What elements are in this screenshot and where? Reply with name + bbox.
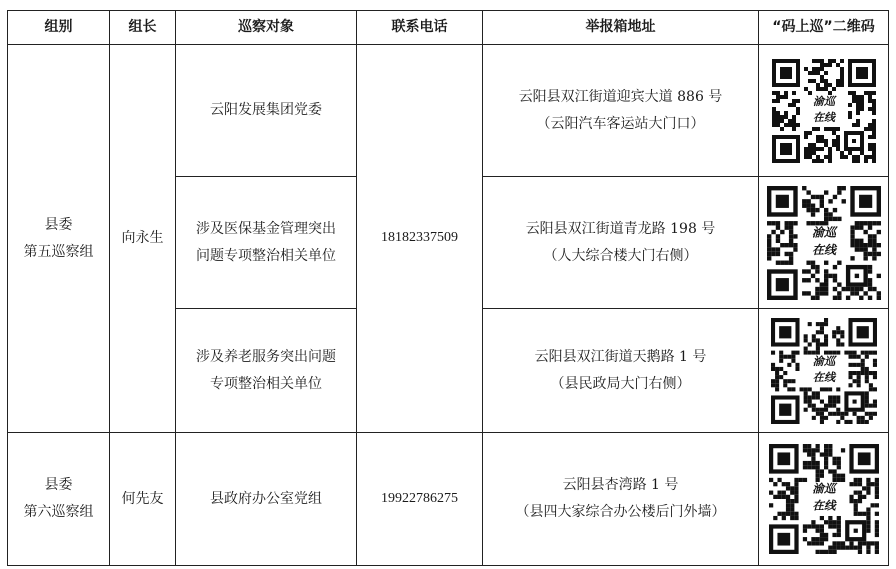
qr-code-icon[interactable] — [767, 186, 881, 300]
target-line2: 问题专项整治相关单位 — [196, 247, 336, 264]
qr-label-line2: 在线 — [811, 242, 836, 257]
header-qr: “码上巡”二维码 — [759, 11, 889, 45]
header-target: 巡察对象 — [176, 11, 357, 45]
qr-code-icon[interactable] — [772, 59, 876, 163]
table-row — [8, 433, 889, 566]
target-cell — [176, 45, 357, 177]
qr-cell — [759, 309, 889, 433]
group-cell — [8, 433, 110, 566]
address-line2: （县民政局大门右侧） — [550, 375, 691, 392]
qr-code-icon[interactable] — [771, 318, 877, 424]
qr-label-line1: 渝巡 — [812, 94, 835, 108]
qr-cell — [759, 177, 889, 309]
qr-label-line2: 在线 — [812, 370, 835, 384]
address-cell — [483, 309, 759, 433]
qr-label-line1: 渝巡 — [811, 224, 836, 239]
phone-cell: 18182337509 — [357, 45, 483, 433]
target-line1: 县政府办公室党组 — [210, 490, 322, 507]
address-line2: （县四大家综合办公楼后门外墙） — [515, 504, 726, 520]
address-line2: （云阳汽车客运站大门口） — [536, 115, 705, 132]
leader-cell: 何先友 — [110, 433, 176, 566]
address-line2: （人大综合楼大门右侧） — [543, 247, 698, 264]
header-leader: 组长 — [110, 11, 176, 45]
header-address: 举报箱地址 — [483, 11, 759, 45]
phone-cell: 19922786275 — [357, 433, 483, 566]
qr-label-line1: 渝巡 — [812, 354, 835, 368]
qr-label-line2: 在线 — [812, 110, 835, 124]
address-line1: 云阳县杏湾路 1 号 — [562, 477, 679, 494]
target-line1: 云阳发展集团党委 — [210, 102, 322, 119]
target-cell — [176, 433, 357, 566]
target-line1: 涉及医保基金管理突出 — [196, 220, 336, 237]
qr-cell — [759, 45, 889, 177]
header-row — [8, 11, 889, 45]
qr-cell — [759, 433, 889, 566]
group-name-line1: 县委 — [44, 477, 73, 494]
address-cell — [483, 45, 759, 177]
qr-label-line2: 在线 — [811, 498, 836, 513]
group-cell — [8, 45, 110, 433]
leader-cell: 向永生 — [110, 45, 176, 433]
qr-code-icon[interactable] — [769, 444, 879, 554]
target-line2: 专项整治相关单位 — [210, 375, 322, 392]
qr-label-line1: 渝巡 — [811, 481, 836, 496]
group-name-line2: 第五巡察组 — [23, 243, 94, 260]
address-line1: 云阳县双江街道青龙路 198 号 — [525, 220, 716, 237]
inspection-table — [7, 10, 889, 566]
address-line1: 云阳县双江街道迎宾大道 886 号 — [518, 88, 723, 105]
group-name-line2: 第六巡察组 — [23, 504, 94, 520]
target-cell — [176, 309, 357, 433]
group-name-line1: 县委 — [44, 216, 73, 233]
header-group: 组别 — [8, 11, 110, 45]
address-cell — [483, 433, 759, 566]
header-phone: 联系电话 — [357, 11, 483, 45]
target-line1: 涉及养老服务突出问题 — [196, 348, 336, 365]
table-row — [8, 45, 889, 177]
address-cell — [483, 177, 759, 309]
address-line1: 云阳县双江街道天鹅路 1 号 — [534, 348, 707, 365]
target-cell — [176, 177, 357, 309]
